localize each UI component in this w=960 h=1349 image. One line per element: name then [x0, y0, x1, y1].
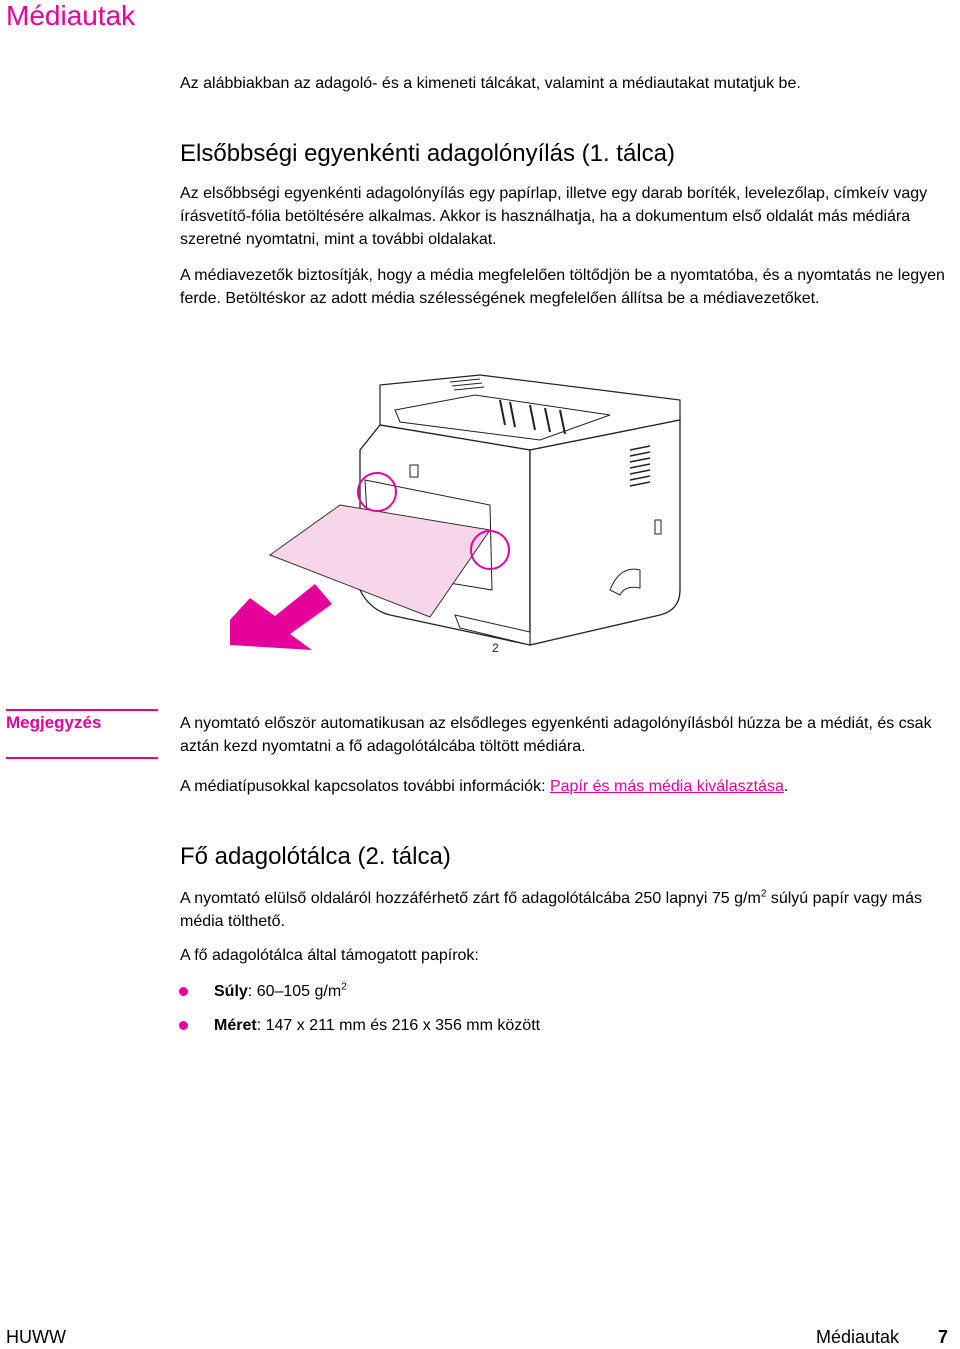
bullet-size	[214, 1014, 960, 1037]
section2-para1-end: súlyú papír vagy más média tölthető.	[180, 890, 923, 930]
page-number: 7	[938, 1327, 949, 1347]
callout-number: 2	[492, 641, 499, 655]
section1-paragraph-2: A médiavezetők biztosítják, hogy a média megfelelően töltődjön be a nyomtatóba, és a nyomtatás ne legyen ferde. Betöltéskor az adott média szélességének megfelelően állítsa be a médiavezetőket.	[180, 267, 945, 307]
media-selection-link[interactable]: Papír és más média kiválasztása	[549, 778, 784, 795]
superscript: 2	[341, 981, 347, 993]
footer-left: HUWW	[6, 1327, 66, 1347]
bullet-weight-label: Súly	[214, 983, 248, 1000]
insert-arrow	[230, 584, 332, 650]
section1-paragraph-1: Az elsőbbségi egyenkénti adagolónyílás egy papírlap, illetve egy darab boríték, levelezőlap, címkeív vagy írásvetítő-fólia betöltésére alkalmas. Akkor is használhatja, ha a dokumentum első oldalát más médiára szeretné nyomtatni, mint a további oldalakat.	[180, 185, 928, 248]
section-heading-tray1: Elsőbbségi egyenkénti adagolónyílás (1. tálca)	[180, 140, 675, 167]
section2-paragraph-2: A fő adagolótálca által támogatott papírok:	[180, 947, 479, 964]
note-rule-bottom	[6, 757, 158, 759]
superscript: 2	[760, 888, 767, 900]
section-heading-tray2: Fő adagolótálca (2. tálca)	[180, 843, 451, 870]
bullet-marker	[179, 987, 188, 996]
bullet-marker	[179, 1021, 188, 1030]
note-text: A nyomtató először automatikusan az elsődleges egyenkénti adagolónyílásból húzza be a médiát, és csak aztán kezd nyomtatni a fő adagolótálcába töltött médiára.	[180, 715, 932, 755]
note-rule-top	[6, 709, 158, 711]
section2-para1-start: A nyomtató elülső oldaláról hozzáférhető zárt fő adagolótálcába 250 lapnyi 75 g/m	[180, 890, 761, 907]
section2-paragraph-1	[180, 887, 950, 933]
note-label: Megjegyzés	[6, 713, 102, 732]
printer-illustration	[230, 370, 700, 670]
bullet-weight-value: : 60–105 g/m	[247, 983, 342, 1000]
footer-section: Médiautak	[816, 1327, 900, 1347]
bullet-weight	[214, 980, 960, 1003]
media-info-suffix: .	[783, 778, 789, 795]
bullet-size-label: Méret	[214, 1017, 257, 1034]
media-info-paragraph	[180, 775, 950, 798]
media-info-prefix: A médiatípusokkal kapcsolatos további információk:	[180, 778, 550, 795]
bullet-size-value: : 147 x 211 mm és 216 x 356 mm között	[256, 1017, 541, 1034]
page-title: Médiautak	[6, 0, 136, 31]
printer-side	[530, 420, 680, 645]
intro-text: Az alábbiakban az adagoló- és a kimeneti tálcákat, valamint a médiautakat mutatjuk be.	[180, 75, 801, 92]
